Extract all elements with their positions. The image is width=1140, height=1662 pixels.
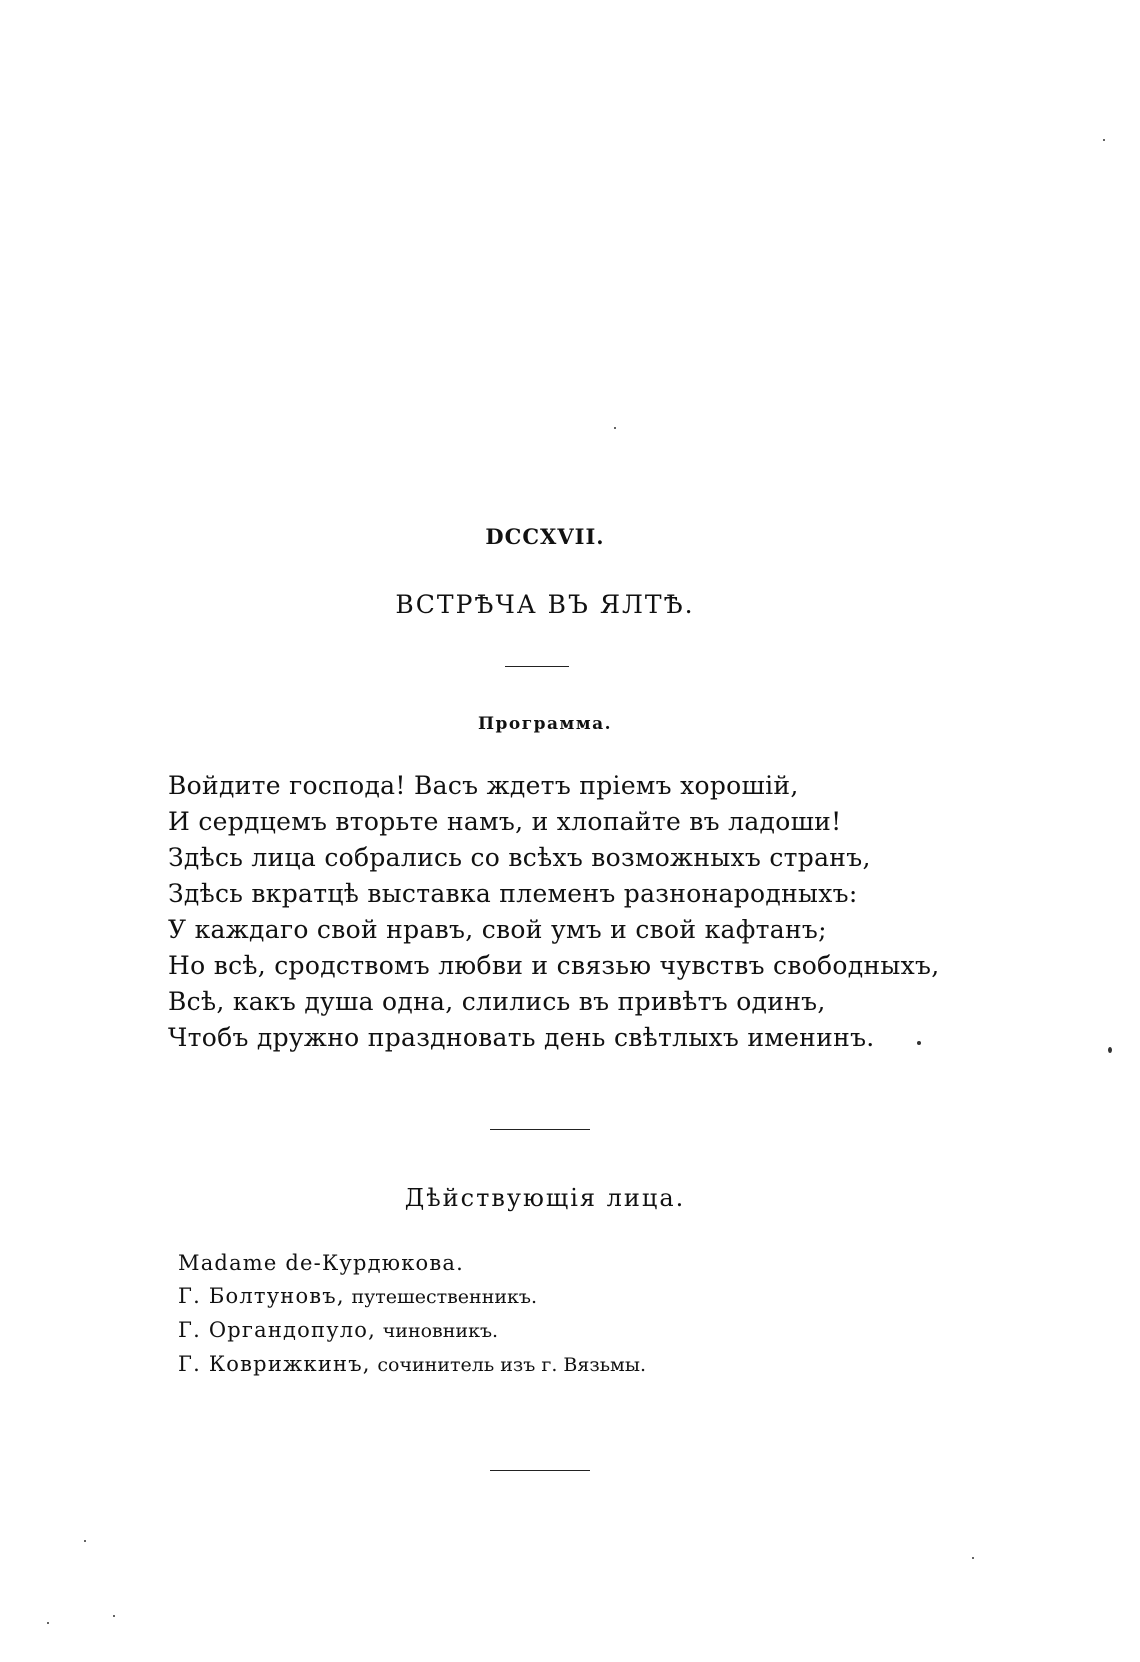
cast-member <box>178 1247 646 1280</box>
poem-line: У каждаго свой нравъ, свой умъ и свой кафтанъ; <box>168 915 827 944</box>
program-heading: Программа. <box>477 714 613 734</box>
cast-member-name: Madame de-Курдюкова. <box>178 1251 465 1275</box>
poem-line: Здѣсь вкратцѣ выставка племенъ разнонародныхъ: <box>168 879 858 908</box>
cast-member-role: чиновникъ. <box>382 1320 499 1342</box>
scan-speck <box>972 1557 974 1559</box>
poem-line: Чтобъ дружно праздновать день свѣтлыхъ именинъ. <box>168 1023 875 1052</box>
cast-member-role: сочинитель изъ г. Вязьмы. <box>377 1354 647 1376</box>
cast-list <box>178 1247 646 1382</box>
cast-heading: Дѣйствующія лица. <box>404 1184 686 1212</box>
cast-member <box>178 1314 646 1348</box>
poem-line: Всѣ, какъ душа одна, слились въ привѣтъ одинъ, <box>168 987 826 1016</box>
scan-speck <box>614 427 616 429</box>
scan-speck <box>47 1622 49 1624</box>
cast-member-role: путешественникъ. <box>351 1286 538 1308</box>
divider-rule <box>505 666 569 667</box>
cast-member <box>178 1348 646 1382</box>
scan-speck <box>1108 1047 1112 1053</box>
poem-line: Но всѣ, сродствомъ любви и связью чувствъ свободныхъ, <box>168 951 940 980</box>
divider-rule <box>490 1129 590 1130</box>
cast-member-name: Г. Болтуновъ, <box>178 1284 345 1308</box>
poem-title: ВСТРѢЧА ВЪ ЯЛТѢ. <box>395 590 695 619</box>
scan-speck <box>113 1615 115 1617</box>
divider-rule <box>490 1470 590 1471</box>
cast-member-name: Г. Органдопуло, <box>178 1318 377 1342</box>
poem-line: И сердцемъ вторьте намъ, и хлопайте въ ладоши! <box>168 807 842 836</box>
cast-member <box>178 1280 646 1314</box>
section-number: DCCXVII. <box>485 524 605 549</box>
poem-stanza <box>168 768 939 1056</box>
scan-speck <box>84 1540 86 1542</box>
poem-line: Войдите господа! Васъ ждетъ пріемъ хорошій, <box>168 771 799 800</box>
scan-speck <box>1103 139 1105 141</box>
scan-speck <box>917 1041 921 1045</box>
cast-member-name: Г. Коврижкинъ, <box>178 1352 371 1376</box>
poem-line: Здѣсь лица собрались со всѣхъ возможныхъ странъ, <box>168 843 871 872</box>
